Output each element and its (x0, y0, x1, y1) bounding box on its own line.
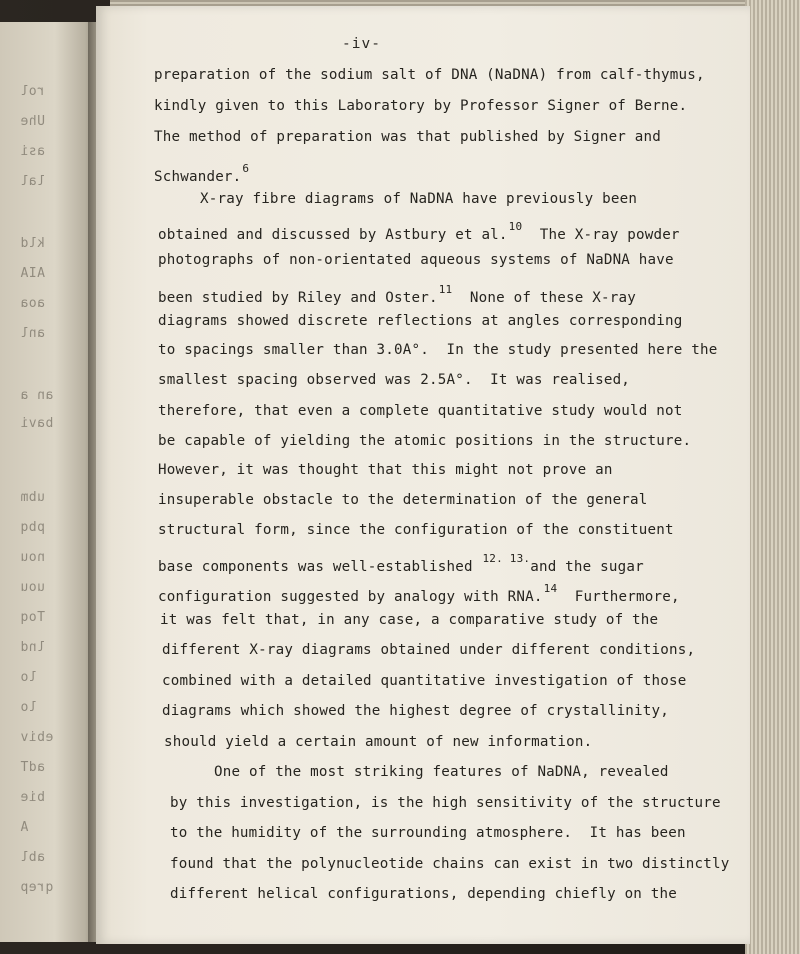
bleed-fragment: Toq (20, 610, 45, 625)
text-line: different X-ray diagrams obtained under different conditions, (162, 642, 696, 658)
bleed-fragment: rol (20, 84, 45, 99)
text-line: by this investigation, is the high sensitivity of the structure (170, 795, 721, 811)
bleed-fragment: qrep (20, 880, 54, 895)
bleed-fragment: aoa (20, 296, 45, 311)
text-line: found that the polynucleotide chains can exist in two distinctly (170, 856, 730, 872)
text-line: X-ray fibre diagrams of NaDNA have previously been (200, 191, 638, 207)
text-line (158, 284, 636, 305)
footnote-ref: 14 (543, 582, 558, 595)
text-line: One of the most striking features of NaDNA, revealed (214, 764, 669, 780)
bleed-fragment: A (20, 820, 29, 835)
text-line (158, 221, 680, 242)
text-run: Schwander. (154, 169, 242, 185)
text-line: diagrams showed discrete reflections at angles corresponding (158, 313, 683, 329)
bleed-fragment: AIA (20, 266, 45, 281)
text-run: None of these X-ray (452, 290, 636, 306)
bleed-fragment: nou (20, 550, 45, 565)
text-line: therefore, that even a complete quantitative study would not (158, 403, 683, 419)
bleed-fragment: kld (20, 236, 45, 251)
text-line (158, 553, 644, 574)
facing-page (0, 22, 100, 942)
bleed-fragment: bavi (20, 416, 54, 431)
bleed-fragment: lo (20, 700, 37, 715)
text-line: to spacings smaller than 3.0A°. In the study presented here the (158, 342, 718, 358)
text-line: smallest spacing observed was 2.5A°. It was realised, (158, 372, 631, 388)
bleed-fragment: lo (20, 670, 37, 685)
bleed-fragment: pbq (20, 520, 45, 535)
bleed-fragment: asi (20, 144, 45, 159)
bleed-fragment: ubm (20, 490, 45, 505)
text-line: combined with a detailed quantitative investigation of those (162, 673, 687, 689)
text-line: insuperable obstacle to the determination of the general (158, 492, 648, 508)
bleed-fragment: abl (20, 850, 45, 865)
text-run: been studied by Riley and Oster. (158, 290, 438, 306)
text-line (154, 163, 249, 184)
text-line: The method of preparation was that published by Signer and (154, 129, 662, 145)
text-run: The X-ray powder (522, 227, 680, 243)
text-line: diagrams which showed the highest degree of crystallinity, (162, 703, 670, 719)
text-line: be capable of yielding the atomic positions in the structure. (158, 433, 692, 449)
text-line: different helical configurations, depending chiefly on the (170, 886, 678, 902)
document-page (96, 6, 750, 944)
text-line: structural form, since the configuration of the constituent (158, 522, 674, 538)
text-run: base components was well-established (158, 559, 473, 575)
text-line: to the humidity of the surrounding atmosphere. It has been (170, 825, 686, 841)
text-run: Furthermore, (557, 589, 680, 605)
page-number: -iv- (342, 36, 381, 52)
footnote-ref: 12. 13. (482, 552, 531, 565)
bleed-fragment: anl (20, 326, 45, 341)
bleed-fragment: an a (20, 388, 54, 403)
text-run: and the sugar (530, 559, 644, 575)
text-line: However, it was thought that this might not prove an (158, 462, 613, 478)
bleed-fragment: ebiv (20, 730, 54, 745)
bleed-fragment: adT (20, 760, 45, 775)
text-run: configuration suggested by analogy with RNA. (158, 589, 543, 605)
footnote-ref: 11 (438, 283, 453, 296)
text-line: should yield a certain amount of new information. (164, 734, 593, 750)
page-stack-right (745, 0, 800, 954)
bleed-fragment: bie (20, 790, 45, 805)
text-line: it was felt that, in any case, a comparative study of the (160, 612, 659, 628)
text-line: photographs of non-orientated aqueous systems of NaDNA have (158, 252, 674, 268)
text-line (158, 583, 680, 604)
footnote-ref: 6 (242, 162, 250, 175)
footnote-ref: 10 (508, 220, 523, 233)
text-line: preparation of the sodium salt of DNA (NaDNA) from calf-thymus, (154, 67, 705, 83)
text-line: kindly given to this Laboratory by Professor Signer of Berne. (154, 98, 688, 114)
bleed-fragment: Uhe (20, 114, 45, 129)
text-run: obtained and discussed by Astbury et al. (158, 227, 508, 243)
bleed-fragment: lnd (20, 640, 45, 655)
bleed-fragment: lal (20, 174, 45, 189)
bleed-fragment: uou (20, 580, 45, 595)
